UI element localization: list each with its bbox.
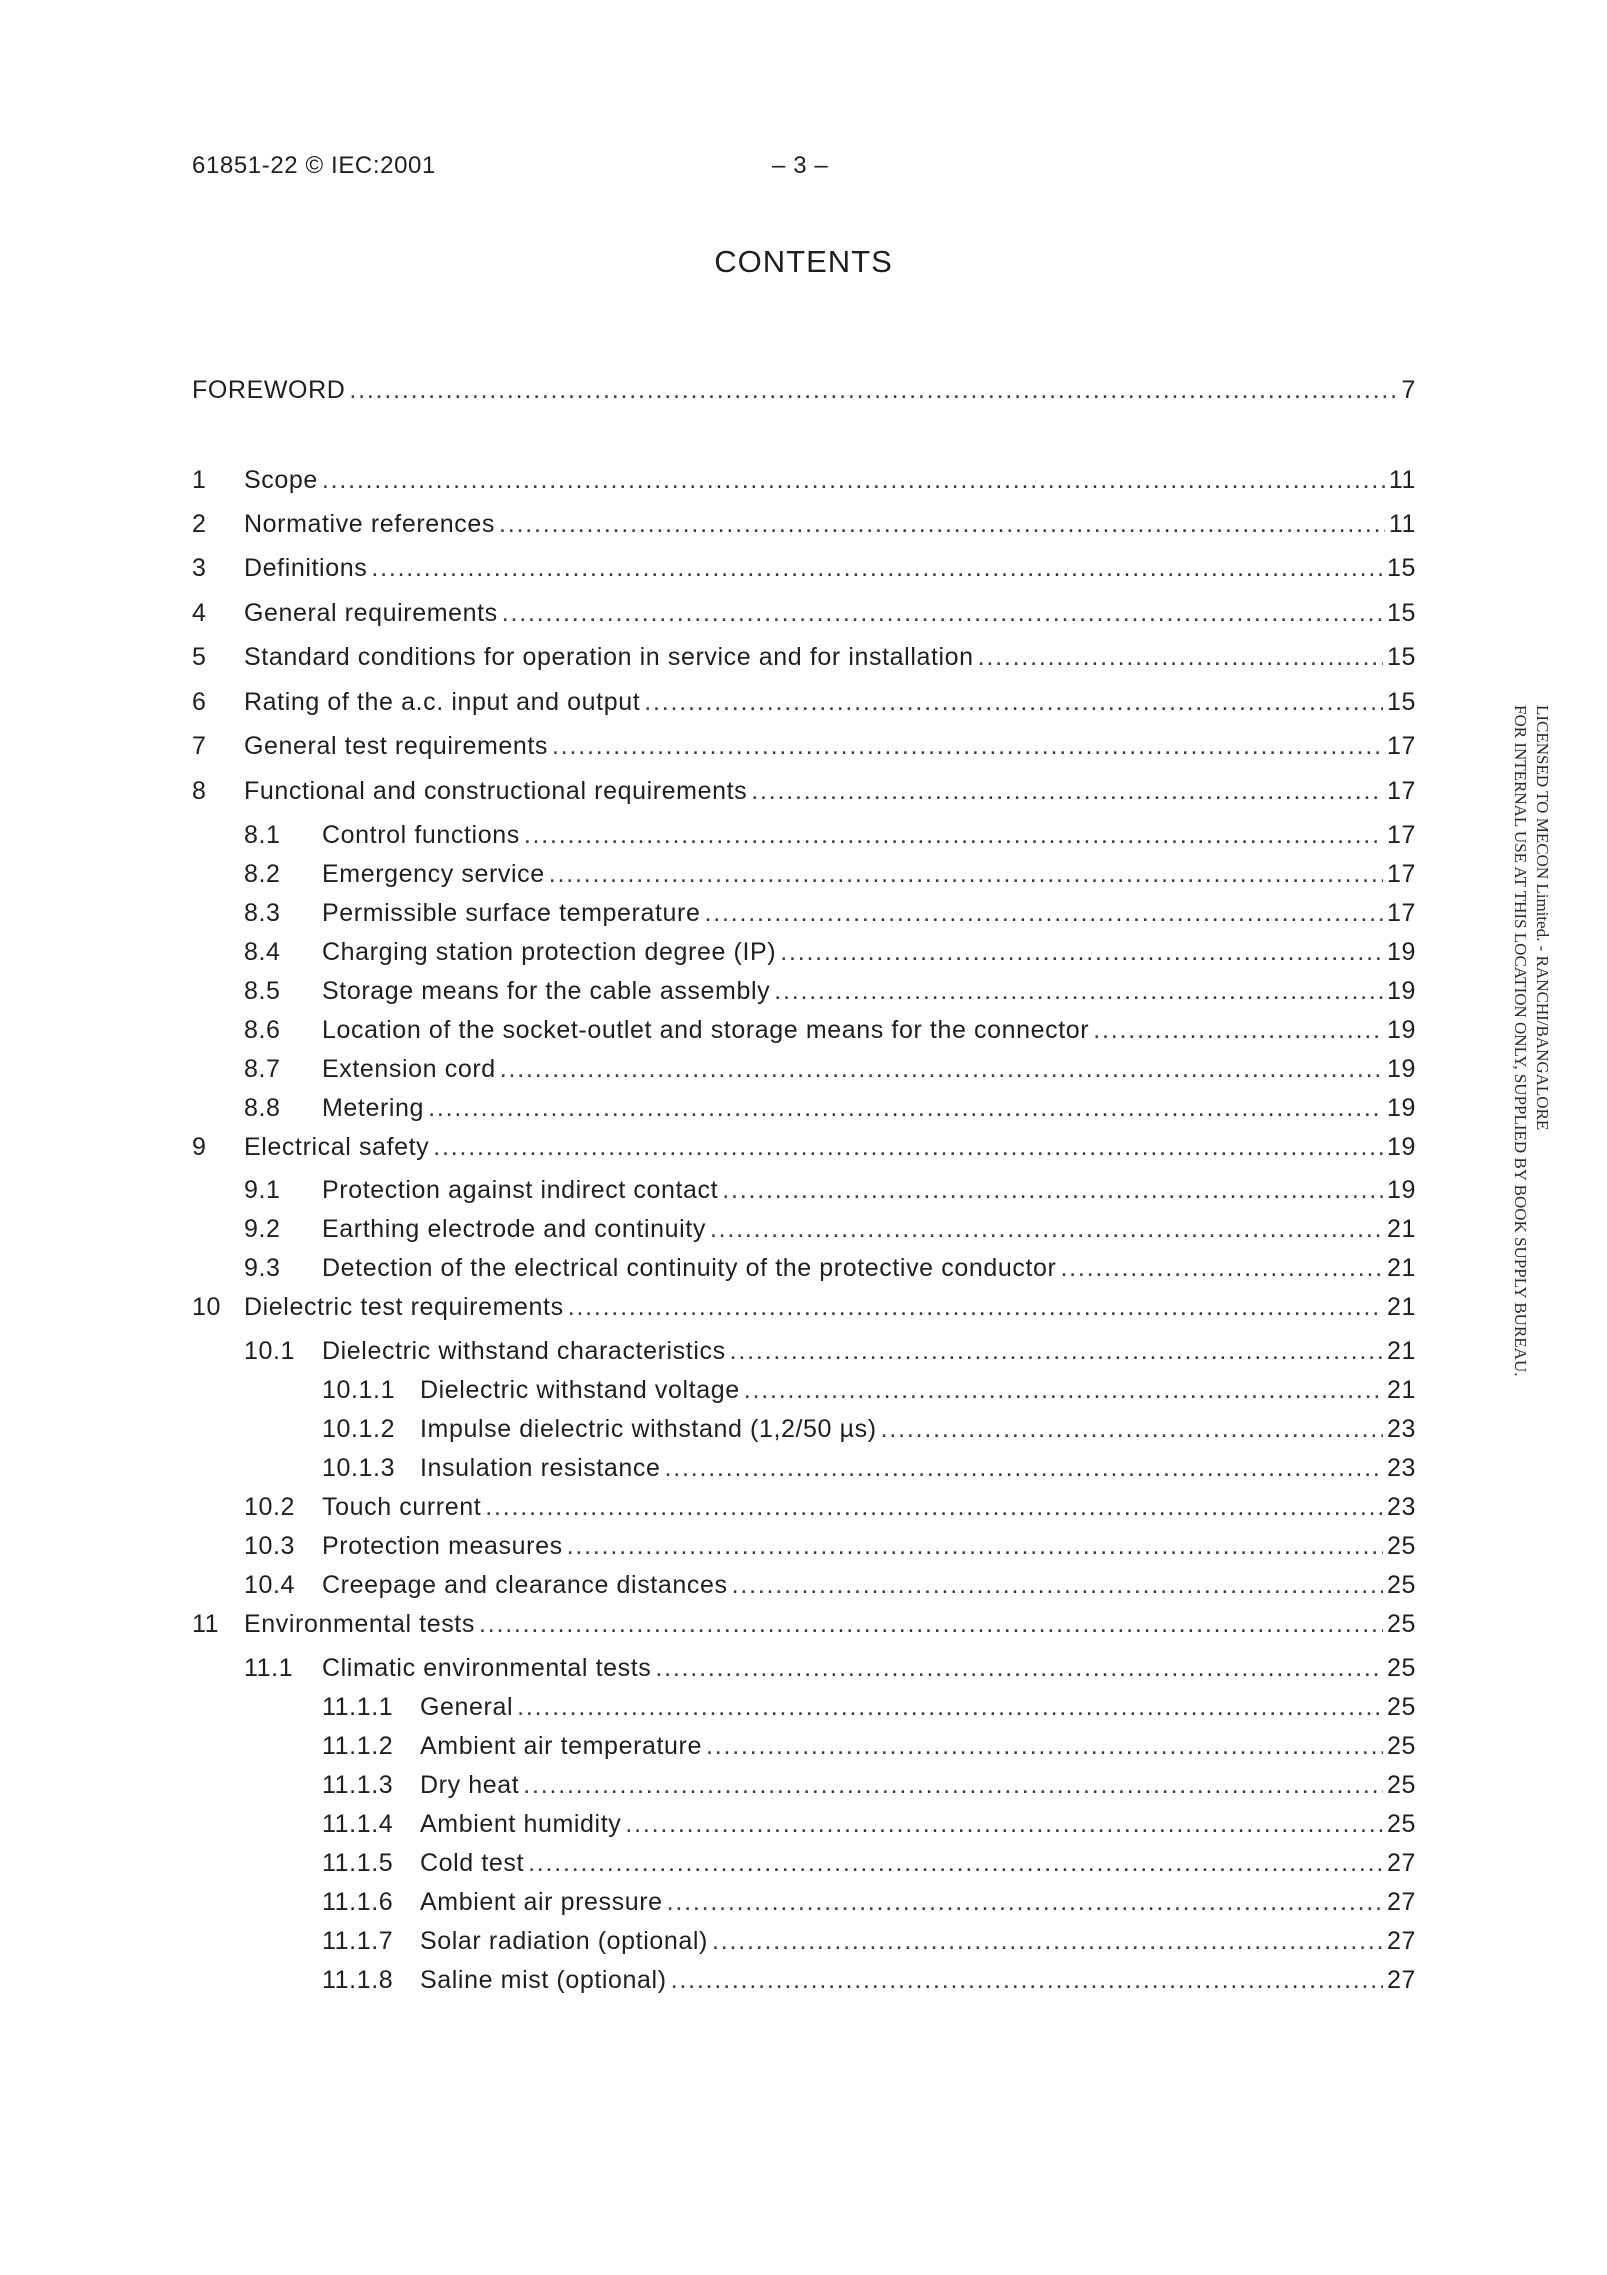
toc-entry-number: 11.1.1 <box>322 1693 394 1721</box>
toc-entry-page: 23 <box>1386 1454 1416 1482</box>
toc-entry-title: Solar radiation (optional) <box>420 1927 708 1955</box>
toc-entry-number: 11.1.5 <box>322 1849 394 1877</box>
toc-entry-number: 8.6 <box>244 1016 281 1044</box>
toc-entry-number: 7 <box>192 732 207 760</box>
toc-entry-page: 27 <box>1386 1927 1416 1955</box>
toc-entry-title: Earthing electrode and continuity <box>322 1215 706 1243</box>
toc-entry-title: General test requirements <box>244 732 549 760</box>
toc-entry[interactable] <box>192 818 1416 852</box>
toc-entry-page: 25 <box>1386 1571 1416 1599</box>
license-watermark <box>1509 705 1553 1376</box>
dot-leader <box>730 1334 1383 1368</box>
dot-leader <box>712 1924 1383 1958</box>
toc-entry-number: 10.1.2 <box>322 1415 396 1443</box>
toc-entry-number: 9.1 <box>244 1176 281 1204</box>
toc-entry-page: 19 <box>1386 1016 1416 1044</box>
toc-entry-title: Extension cord <box>322 1055 496 1083</box>
toc-entry-number: 9 <box>192 1133 207 1161</box>
toc-entry[interactable] <box>192 551 1416 585</box>
toc-entry-number: 8 <box>192 777 207 805</box>
dot-leader <box>485 1490 1383 1524</box>
dot-leader <box>655 1651 1383 1685</box>
toc-entry-number: 11.1.2 <box>322 1732 394 1760</box>
toc-entry[interactable] <box>192 640 1416 674</box>
toc-entry-page: 19 <box>1386 1176 1416 1204</box>
toc-entry-title: Protection measures <box>322 1532 563 1560</box>
toc-entry-title: Dry heat <box>420 1771 520 1799</box>
dot-leader <box>722 1173 1383 1207</box>
dot-leader <box>524 818 1383 852</box>
toc-entry-title: Storage means for the cable assembly <box>322 977 771 1005</box>
toc-entry-number: 8.5 <box>244 977 281 1005</box>
toc-entry[interactable] <box>192 857 1416 891</box>
toc-entry-number: 3 <box>192 554 207 582</box>
dot-leader <box>710 1212 1383 1246</box>
dot-leader <box>433 1130 1383 1164</box>
toc-entry-number: 6 <box>192 688 207 716</box>
toc-entry[interactable] <box>192 1807 1416 1841</box>
dot-leader <box>528 1846 1383 1880</box>
toc-entry-title: Emergency service <box>322 860 545 888</box>
toc-entry-title: Impulse dielectric withstand (1,2/50 µs) <box>420 1415 877 1443</box>
document-reference: 61851-22 © IEC:2001 <box>192 152 436 179</box>
toc-entry-number: 10.1 <box>244 1337 296 1365</box>
toc-entry[interactable] <box>192 1091 1416 1125</box>
toc-entry[interactable] <box>192 729 1416 763</box>
toc-entry-page: 11 <box>1388 510 1416 538</box>
toc-entry-title: Dielectric test requirements <box>244 1293 564 1321</box>
toc-entry-page: 15 <box>1386 599 1416 627</box>
toc-entry-number: 8.3 <box>244 899 281 927</box>
toc-entry-title: Normative references <box>244 510 495 538</box>
toc-entry[interactable] <box>192 935 1416 969</box>
toc-entry-number: 9.3 <box>244 1254 281 1282</box>
license-line-1: LICENSED TO MECON Limited. - RANCHI/BANGALORE <box>1533 705 1552 1131</box>
toc-entry-number: 11.1.4 <box>322 1810 394 1838</box>
toc-entry-page: 23 <box>1386 1415 1416 1443</box>
toc-entry[interactable] <box>192 1529 1416 1563</box>
dot-leader <box>552 729 1383 763</box>
toc-entry[interactable] <box>192 1173 1416 1207</box>
dot-leader <box>732 1568 1383 1602</box>
dot-leader <box>671 1963 1383 1997</box>
toc-entry-number: 1 <box>192 466 207 494</box>
table-of-contents <box>192 0 1416 2275</box>
toc-entry-number: 10.1.1 <box>322 1376 396 1404</box>
toc-entry-title: Location of the socket-outlet and storage means for the connector <box>322 1016 1090 1044</box>
dot-leader <box>774 974 1383 1008</box>
dot-leader <box>479 1607 1383 1641</box>
toc-entry-title: Environmental tests <box>244 1610 475 1638</box>
license-line-2: FOR INTERNAL USE AT THIS LOCATION ONLY, SUPPLIED BY BOOK SUPPLY BUREAU. <box>1511 705 1530 1377</box>
toc-entry[interactable] <box>192 1451 1416 1485</box>
toc-entry-title: Creepage and clearance distances <box>322 1571 728 1599</box>
toc-entry-number: 8.7 <box>244 1055 281 1083</box>
toc-entry-title: Cold test <box>420 1849 525 1877</box>
toc-entry-title: Ambient air temperature <box>420 1732 702 1760</box>
toc-entry-title: Metering <box>322 1094 425 1122</box>
toc-entry[interactable] <box>192 507 1416 541</box>
toc-entry[interactable] <box>192 1013 1416 1047</box>
toc-entry[interactable] <box>192 1290 1416 1324</box>
toc-entry-number: 8.2 <box>244 860 281 888</box>
toc-entry-title: Electrical safety <box>244 1133 430 1161</box>
dot-leader <box>706 1729 1383 1763</box>
toc-entry-title: Permissible surface temperature <box>322 899 701 927</box>
dot-leader <box>667 1885 1383 1919</box>
toc-entry-title: Ambient air pressure <box>420 1888 663 1916</box>
toc-entry-number: 11.1.3 <box>322 1771 394 1799</box>
toc-entry-page: 21 <box>1386 1293 1416 1321</box>
toc-entry[interactable] <box>192 1373 1416 1407</box>
toc-entry[interactable] <box>192 896 1416 930</box>
toc-entry[interactable] <box>192 1334 1416 1368</box>
toc-entry-title: Definitions <box>244 554 368 582</box>
toc-entry-title: Dielectric withstand characteristics <box>322 1337 726 1365</box>
toc-entry-page: 7 <box>1401 376 1416 404</box>
dot-leader <box>978 640 1383 674</box>
toc-entry-page: 25 <box>1386 1693 1416 1721</box>
toc-entry-page: 19 <box>1386 1055 1416 1083</box>
dot-leader <box>1093 1013 1383 1047</box>
toc-entry-number: 9.2 <box>244 1215 281 1243</box>
dot-leader <box>322 463 1385 497</box>
toc-entry-number: 4 <box>192 599 207 627</box>
toc-entry-page: 21 <box>1386 1337 1416 1365</box>
toc-entry-page: 21 <box>1386 1215 1416 1243</box>
dot-leader <box>502 596 1383 630</box>
toc-entry-page: 25 <box>1386 1654 1416 1682</box>
toc-entry-page: 17 <box>1386 821 1416 849</box>
toc-entry-number: 8.8 <box>244 1094 281 1122</box>
toc-entry-title: General requirements <box>244 599 498 627</box>
toc-entry-page: 27 <box>1386 1966 1416 1994</box>
toc-entry-title: Control functions <box>322 821 520 849</box>
toc-entry-title: Saline mist (optional) <box>420 1966 667 1994</box>
toc-entry-number: 10.3 <box>244 1532 296 1560</box>
toc-entry-number: 10.4 <box>244 1571 296 1599</box>
dot-leader <box>1060 1251 1383 1285</box>
toc-entry-title: General <box>420 1693 514 1721</box>
toc-entry[interactable] <box>192 373 1416 407</box>
toc-entry-page: 25 <box>1386 1810 1416 1838</box>
toc-entry-page: 17 <box>1386 777 1416 805</box>
toc-entry-number: 8.4 <box>244 938 281 966</box>
toc-entry-page: 25 <box>1386 1532 1416 1560</box>
page-number: – 3 – <box>772 152 829 179</box>
toc-entry[interactable] <box>192 1846 1416 1880</box>
dot-leader <box>371 551 1383 585</box>
toc-entry-page: 17 <box>1386 899 1416 927</box>
toc-entry-page: 27 <box>1386 1849 1416 1877</box>
toc-entry-number: 11.1.6 <box>322 1888 394 1916</box>
toc-entry[interactable] <box>192 1130 1416 1164</box>
toc-entry[interactable] <box>192 1251 1416 1285</box>
toc-entry-title: Charging station protection degree (IP) <box>322 938 777 966</box>
toc-entry-page: 25 <box>1386 1732 1416 1760</box>
toc-entry[interactable] <box>192 1768 1416 1802</box>
dot-leader <box>500 1052 1383 1086</box>
toc-entry-number: 11.1 <box>244 1654 294 1682</box>
toc-entry-number: 10.1.3 <box>322 1454 396 1482</box>
toc-entry-page: 11 <box>1388 466 1416 494</box>
toc-entry[interactable] <box>192 1885 1416 1919</box>
toc-entry-number: 5 <box>192 643 207 671</box>
toc-entry-title: Insulation resistance <box>420 1454 661 1482</box>
toc-entry[interactable] <box>192 1651 1416 1685</box>
dot-leader <box>523 1768 1383 1802</box>
dot-leader <box>567 1529 1383 1563</box>
dot-leader <box>644 685 1383 719</box>
toc-entry[interactable] <box>192 1963 1416 1997</box>
toc-entry-page: 15 <box>1386 554 1416 582</box>
toc-entry[interactable] <box>192 1212 1416 1246</box>
dot-leader <box>349 373 1397 407</box>
toc-entry-title: Ambient humidity <box>420 1810 622 1838</box>
toc-entry-title: Touch current <box>322 1493 482 1521</box>
toc-entry-page: 27 <box>1386 1888 1416 1916</box>
toc-entry[interactable] <box>192 974 1416 1008</box>
toc-entry-page: 15 <box>1386 643 1416 671</box>
toc-entry-number: 11.1.8 <box>322 1966 394 1994</box>
toc-entry-title: FOREWORD <box>192 376 346 404</box>
toc-entry-title: Rating of the a.c. input and output <box>244 688 641 716</box>
toc-entry-page: 23 <box>1386 1493 1416 1521</box>
toc-entry-number: 10 <box>192 1293 222 1321</box>
toc-entry-number: 8.1 <box>244 821 281 849</box>
toc-entry[interactable] <box>192 463 1416 497</box>
toc-entry-page: 25 <box>1386 1610 1416 1638</box>
toc-entry-title: Climatic environmental tests <box>322 1654 652 1682</box>
toc-entry-title: Standard conditions for operation in service and for installation <box>244 643 974 671</box>
dot-leader <box>780 935 1383 969</box>
toc-entry[interactable] <box>192 596 1416 630</box>
contents-heading: CONTENTS <box>714 244 893 279</box>
toc-entry-page: 17 <box>1386 860 1416 888</box>
toc-entry-page: 19 <box>1386 1094 1416 1122</box>
dot-leader <box>751 774 1383 808</box>
toc-entry-number: 10.2 <box>244 1493 296 1521</box>
dot-leader <box>517 1690 1383 1724</box>
dot-leader <box>625 1807 1383 1841</box>
toc-entry[interactable] <box>192 1052 1416 1086</box>
dot-leader <box>881 1412 1383 1446</box>
toc-entry-title: Protection against indirect contact <box>322 1176 719 1204</box>
toc-entry-title: Scope <box>244 466 318 494</box>
toc-entry[interactable] <box>192 774 1416 808</box>
toc-entry-page: 21 <box>1386 1254 1416 1282</box>
toc-entry-title: Functional and constructional requirements <box>244 777 748 805</box>
toc-entry-title: Dielectric withstand voltage <box>420 1376 740 1404</box>
dot-leader <box>704 896 1383 930</box>
toc-entry-page: 19 <box>1386 977 1416 1005</box>
toc-entry[interactable] <box>192 1607 1416 1641</box>
dot-leader <box>665 1451 1383 1485</box>
toc-entry-page: 15 <box>1386 688 1416 716</box>
toc-entry-number: 2 <box>192 510 207 538</box>
toc-entry-page: 17 <box>1386 732 1416 760</box>
toc-entry[interactable] <box>192 1568 1416 1602</box>
toc-entry-number: 11 <box>192 1610 220 1638</box>
toc-entry[interactable] <box>192 1729 1416 1763</box>
dot-leader <box>499 507 1385 541</box>
toc-entry[interactable] <box>192 685 1416 719</box>
dot-leader <box>744 1373 1383 1407</box>
toc-entry-page: 19 <box>1386 938 1416 966</box>
toc-entry[interactable] <box>192 1412 1416 1446</box>
toc-entry[interactable] <box>192 1490 1416 1524</box>
toc-entry[interactable] <box>192 1690 1416 1724</box>
toc-entry-page: 19 <box>1386 1133 1416 1161</box>
dot-leader <box>568 1290 1383 1324</box>
toc-entry[interactable] <box>192 1924 1416 1958</box>
toc-entry-page: 25 <box>1386 1771 1416 1799</box>
toc-entry-title: Detection of the electrical continuity of the protective conductor <box>322 1254 1057 1282</box>
toc-entry-page: 21 <box>1386 1376 1416 1404</box>
dot-leader <box>428 1091 1383 1125</box>
toc-entry-number: 11.1.7 <box>322 1927 394 1955</box>
dot-leader <box>549 857 1383 891</box>
